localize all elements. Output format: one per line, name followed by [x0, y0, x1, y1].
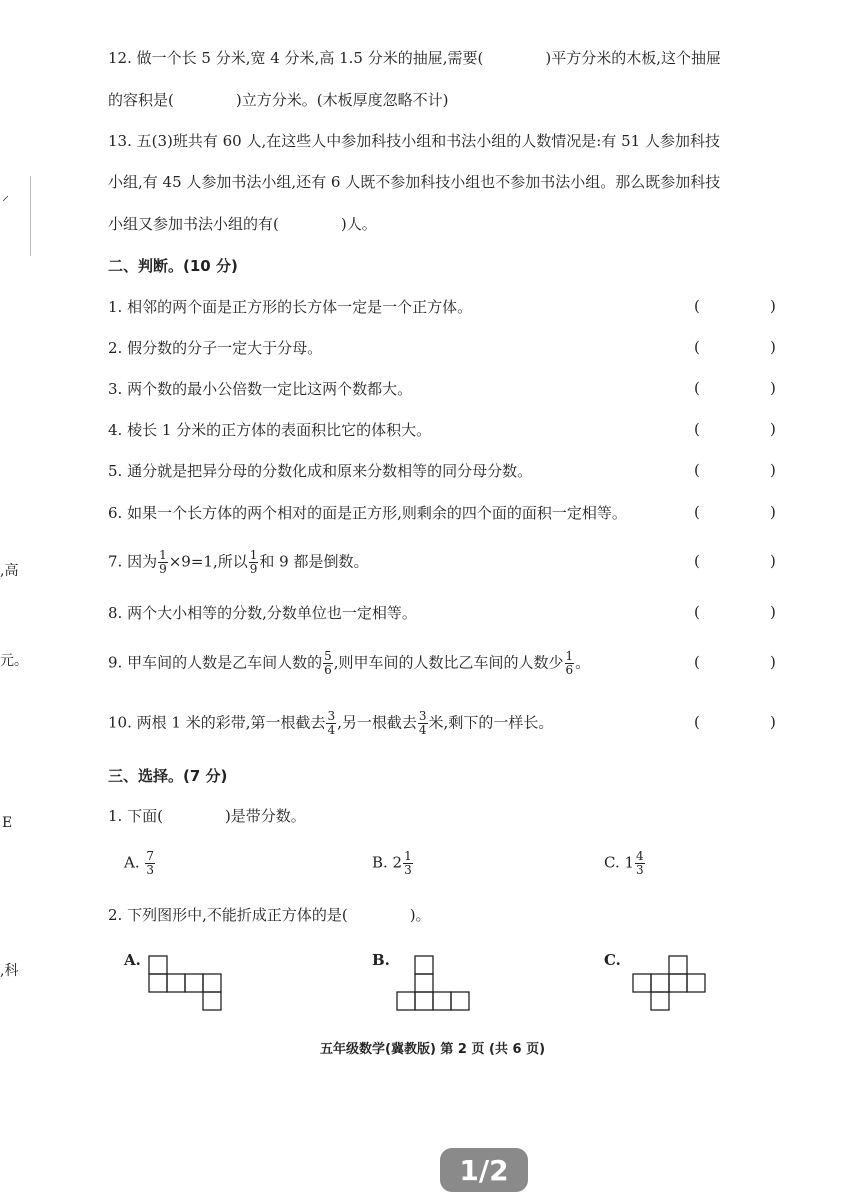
edge-fragment: ⸝	[2, 188, 9, 204]
judge-answer-slot[interactable]	[704, 713, 768, 733]
q10-text-b: ,另一根截去	[337, 713, 417, 732]
fraction-denominator: 3	[636, 863, 644, 877]
q12-text-a: 12. 做一个长 5 分米,宽 4 分米,高 1.5 分米的抽屉,需要(	[108, 49, 484, 67]
fraction-denominator: 6	[324, 663, 332, 677]
edge-fragment: E	[2, 815, 13, 831]
answer-paren-close: )	[770, 379, 776, 397]
q12-text-c: 的容积是(	[108, 91, 174, 109]
cube-net-a	[148, 955, 224, 1011]
fraction	[635, 850, 645, 877]
q12-text-b: )平方分米的木板,这个抽屉	[545, 49, 721, 67]
judge-item-7	[108, 549, 368, 576]
fraction-numerator: 3	[327, 709, 336, 723]
option-label: B. 2	[372, 853, 403, 872]
question-13-line3	[108, 214, 377, 234]
judge-answer-slot[interactable]	[704, 297, 768, 317]
answer-paren-close: )	[770, 461, 776, 479]
fraction	[403, 850, 413, 877]
fraction	[326, 710, 336, 737]
option-label: C. 1	[604, 853, 635, 872]
answer-paren-open: (	[694, 338, 700, 356]
judge-item-1: 1. 相邻的两个面是正方形的长方体一定是一个正方体。	[108, 298, 473, 316]
fraction-denominator: 3	[404, 863, 412, 877]
choice-2-option-b-label[interactable]: B.	[372, 951, 390, 969]
edge-fragment: ,科	[0, 963, 19, 979]
fraction-numerator: 5	[324, 649, 332, 663]
fraction-numerator: 1	[565, 649, 574, 663]
page-footer: 五年级数学(冀教版) 第 2 页 (共 6 页)	[320, 1042, 546, 1057]
answer-paren-open: (	[694, 503, 700, 521]
cube-net-b	[396, 955, 472, 1011]
question-12-line2	[108, 90, 448, 110]
judge-item-3: 3. 两个数的最小公倍数一定比这两个数都大。	[108, 380, 413, 398]
choice-2-option-c-label[interactable]: C.	[604, 951, 621, 969]
answer-paren-open: (	[694, 713, 700, 731]
answer-paren-close: )	[770, 338, 776, 356]
fraction	[323, 650, 333, 677]
q13-text-a: 小组又参加书法小组的有(	[108, 215, 279, 233]
judge-answer-slot[interactable]	[704, 461, 768, 481]
q10-text-c: 米,剩下的一样长。	[428, 713, 554, 732]
q12-text-d: )立方分米。(木板厚度忽略不计)	[235, 91, 449, 109]
q9-text-b: ,则甲车间的人数比乙车间的人数少	[333, 653, 564, 672]
fraction	[565, 650, 575, 677]
q9-text-c: 。	[575, 653, 591, 672]
choice-2-option-a-label[interactable]: A.	[124, 951, 141, 969]
c1-text-b: )是带分数。	[224, 807, 306, 825]
fraction-denominator: 4	[327, 723, 336, 737]
edge-fragment: 元。	[0, 653, 28, 669]
q7-text-c: 和 9 都是倒数。	[259, 552, 369, 571]
judge-answer-slot[interactable]	[704, 503, 768, 523]
edge-fragment: ,高	[0, 563, 19, 579]
judge-item-6: 6. 如果一个长方体的两个相对的面是正方形,则剩余的四个面的面积一定相等。	[108, 504, 627, 522]
answer-paren-open: (	[694, 297, 700, 315]
answer-paren-open: (	[694, 552, 700, 570]
fraction	[249, 549, 259, 576]
judge-answer-slot[interactable]	[704, 653, 768, 673]
fraction-numerator: 3	[418, 709, 427, 723]
judge-answer-slot[interactable]	[704, 338, 768, 358]
q7-text-b: ×9=1,所以	[168, 552, 248, 571]
judge-answer-slot[interactable]	[704, 552, 768, 572]
answer-paren-close: )	[770, 653, 776, 671]
fraction-numerator: 1	[159, 548, 167, 562]
c1-text-a: 1. 下面(	[108, 807, 163, 825]
question-13-line1: 13. 五(3)班共有 60 人,在这些人中参加科技小组和书法小组的人数情况是:有 51 人参加科技	[108, 132, 720, 150]
cube-net-c	[632, 955, 708, 1011]
fraction-denominator: 3	[146, 863, 155, 877]
judge-item-5: 5. 通分就是把异分母的分数化成和原来分数相等的同分母分数。	[108, 462, 533, 480]
fraction-numerator: 7	[146, 849, 155, 863]
section-3-heading: 三、选择。(7 分)	[108, 767, 228, 785]
choice-1-option-c[interactable]	[604, 850, 646, 877]
answer-paren-open: (	[694, 420, 700, 438]
judge-item-9	[108, 650, 590, 677]
option-label: A.	[124, 853, 140, 872]
choice-1-option-b[interactable]	[372, 850, 414, 877]
answer-paren-open: (	[694, 603, 700, 621]
q13-text-b: )人。	[340, 215, 377, 233]
answer-paren-close: )	[770, 552, 776, 570]
choice-question-1	[108, 806, 306, 826]
c2-text-a: 2. 下列图形中,不能折成正方体的是(	[108, 906, 348, 924]
question-13-line2: 小组,有 45 人参加书法小组,还有 6 人既不参加科技小组也不参加书法小组。那么既参加科技	[108, 173, 721, 191]
c2-text-b: )。	[409, 906, 431, 924]
answer-paren-open: (	[694, 653, 700, 671]
page-indicator[interactable]: 1/2	[440, 1148, 528, 1192]
question-12-line1	[108, 48, 721, 68]
q9-text-a: 9. 甲车间的人数是乙车间人数的	[108, 653, 323, 672]
fraction-denominator: 6	[565, 663, 574, 677]
fraction-denominator: 9	[249, 562, 258, 576]
choice-question-2	[108, 905, 431, 925]
fraction-numerator: 4	[636, 849, 644, 863]
q10-text-a: 10. 两根 1 米的彩带,第一根截去	[108, 713, 326, 732]
judge-item-2: 2. 假分数的分子一定大于分母。	[108, 339, 323, 357]
judge-item-10	[108, 710, 553, 737]
answer-paren-close: )	[770, 297, 776, 315]
judge-answer-slot[interactable]	[704, 379, 768, 399]
answer-paren-close: )	[770, 603, 776, 621]
answer-paren-open: (	[694, 379, 700, 397]
fraction-denominator: 4	[418, 723, 427, 737]
fraction-denominator: 9	[159, 562, 167, 576]
answer-paren-close: )	[770, 420, 776, 438]
answer-paren-open: (	[694, 461, 700, 479]
fraction-numerator: 1	[404, 849, 412, 863]
answer-paren-close: )	[770, 503, 776, 521]
choice-1-option-a[interactable]	[124, 850, 156, 877]
judge-item-4: 4. 棱长 1 分米的正方体的表面积比它的体积大。	[108, 421, 432, 439]
fraction	[158, 549, 168, 576]
answer-paren-close: )	[770, 713, 776, 731]
q7-text-a: 7. 因为	[108, 552, 158, 571]
section-2-heading: 二、判断。(10 分)	[108, 257, 238, 275]
fraction	[418, 710, 428, 737]
fraction-numerator: 1	[249, 548, 258, 562]
fraction	[145, 850, 155, 877]
judge-answer-slot[interactable]	[704, 420, 768, 440]
judge-answer-slot[interactable]	[704, 603, 768, 623]
judge-item-8: 8. 两个大小相等的分数,分数单位也一定相等。	[108, 604, 417, 622]
page-fold-line	[30, 176, 31, 256]
